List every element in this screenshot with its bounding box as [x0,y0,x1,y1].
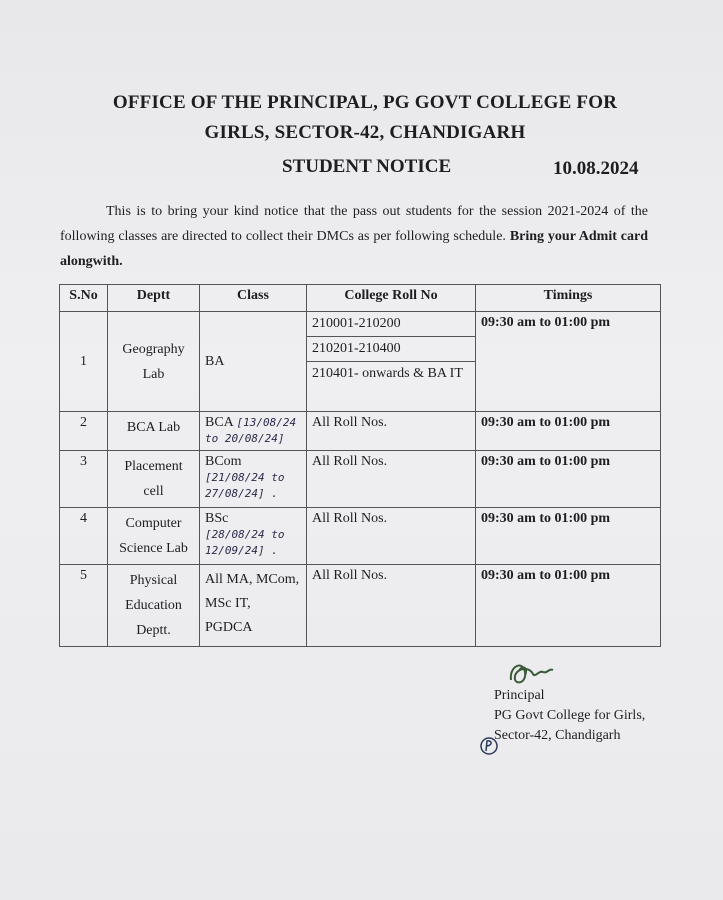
col-header-deptt: Deptt [108,285,200,312]
cell-roll: All Roll Nos. [307,451,476,508]
table-row [60,412,661,451]
handwritten-date-note: [21/08/24 to 27/08/24] . [205,471,285,500]
schedule-table [59,284,661,647]
handwritten-date-note: [28/08/24 to 12/09/24] . [205,528,285,557]
cell-timing: 09:30 am to 01:00 pm [476,312,661,412]
header-line-2: GIRLS, SECTOR-42, CHANDIGARH [204,122,526,143]
roll-range: 210201-210400 [307,337,475,362]
cell-roll: All Roll Nos. [307,412,476,451]
cell-class [200,508,307,565]
table-header-row [60,285,661,312]
class-name: BCom [205,454,242,469]
cell-class [200,451,307,508]
table-row [60,312,661,412]
roll-range: 210001-210200 [307,312,475,337]
col-header-roll: College Roll No [307,285,476,312]
initial-mark-icon [478,735,500,757]
signatory-title: Principal [494,688,545,703]
intro-bold-text: Bring your Admit card alongwith. [60,229,649,269]
col-header-timings: Timings [476,285,661,312]
class-name: All MA, MCom, MSc IT, PGDCA [205,572,300,635]
table-row [60,508,661,565]
notice-title: STUDENT NOTICE [282,156,452,177]
cell-sno: 3 [60,451,108,508]
notice-date: 10.08.2024 [553,158,639,179]
cell-timing: 09:30 am to 01:00 pm [476,412,661,451]
cell-deptt: Placement cell [108,451,200,508]
header-line-1: OFFICE OF THE PRINCIPAL, PG GOVT COLLEGE FOR [112,92,618,113]
cell-timing: 09:30 am to 01:00 pm [476,451,661,508]
cell-timing: 09:30 am to 01:00 pm [476,508,661,565]
cell-sno: 2 [60,412,108,451]
class-name: BSc [205,511,229,526]
handwritten-date-note: [13/08/24 to 20/08/24] [205,416,297,445]
cell-deptt: Geography Lab [108,312,200,412]
class-name: BA [205,353,225,369]
cell-class [200,412,307,451]
cell-sno: 5 [60,565,108,647]
intro-text: This is to bring your kind notice that the pass out students for the session 2021-2024 of the following classes are directed to collect their DMCs as per following schedule. [60,204,648,244]
cell-deptt: Computer Science Lab [108,508,200,565]
signatory-address: Sector-42, Chandigarh [494,728,621,743]
signature-block [494,686,645,746]
cell-class [200,565,307,647]
cell-roll: All Roll Nos. [307,508,476,565]
cell-timing: 09:30 am to 01:00 pm [476,565,661,647]
cell-sno: 1 [60,312,108,412]
class-name: BCA [205,415,234,430]
signatory-org: PG Govt College for Girls, [494,708,646,723]
cell-roll: All Roll Nos. [307,565,476,647]
table-row [60,451,661,508]
cell-class [200,312,307,412]
intro-paragraph [60,199,648,274]
col-header-sno: S.No [60,285,108,312]
cell-deptt: BCA Lab [108,412,200,451]
roll-range: 210401- onwards & BA IT [312,366,463,381]
table-row [60,565,661,647]
office-header [60,88,670,148]
col-header-class: Class [200,285,307,312]
cell-roll [307,312,476,412]
cell-sno: 4 [60,508,108,565]
cell-deptt: Physical Education Deptt. [108,565,200,647]
